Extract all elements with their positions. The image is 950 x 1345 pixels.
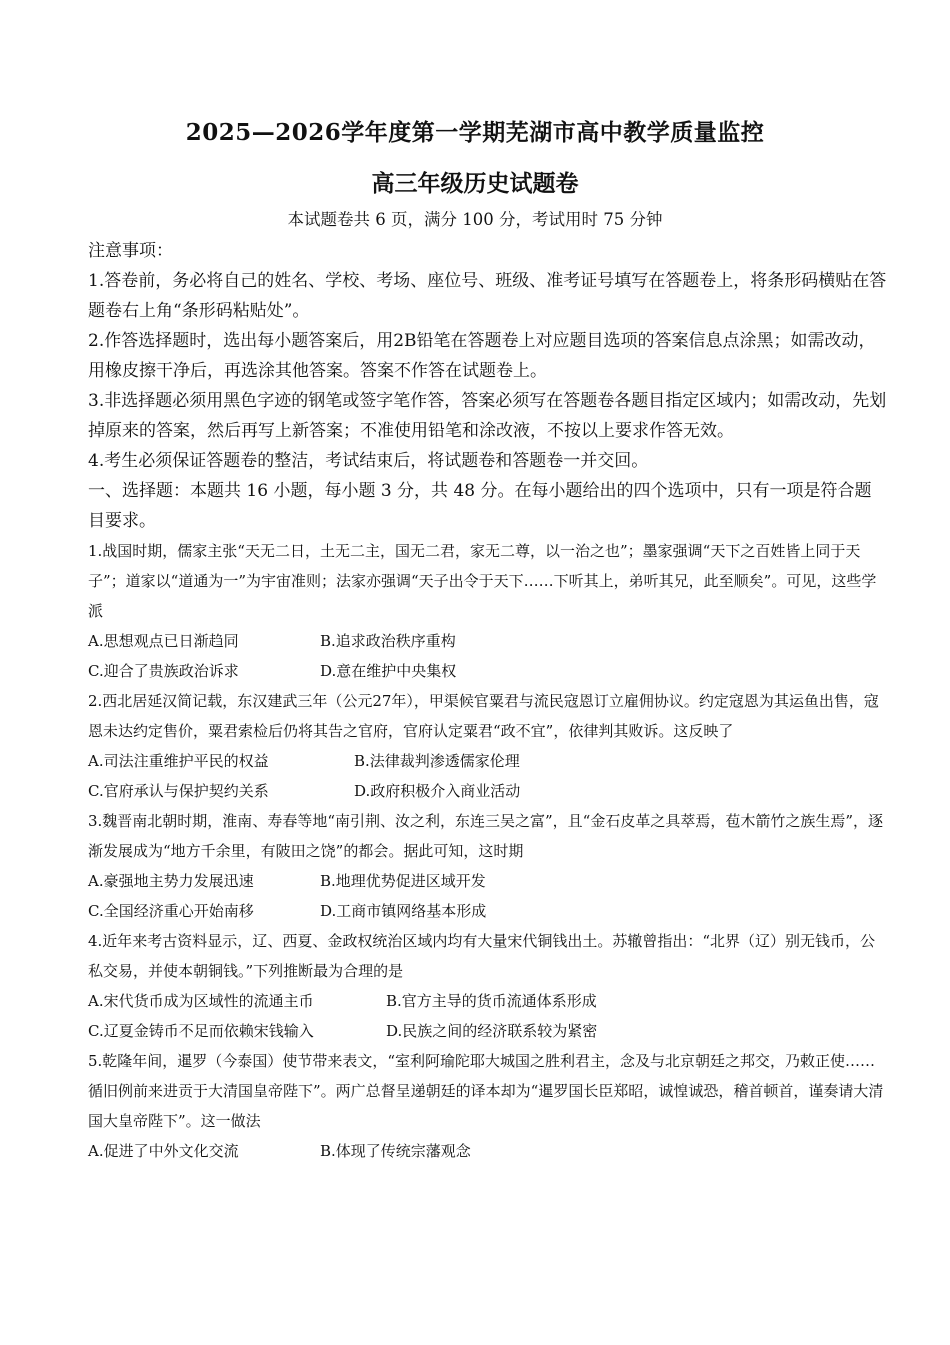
question-4-options-row-1	[88, 986, 888, 1016]
question-4-options-row-2	[88, 1016, 888, 1046]
question-3-option-c: C.全国经济重心开始南移	[88, 902, 254, 920]
question-5-options-row-1	[88, 1136, 888, 1166]
exam-info: 本试题卷共 6 页，满分 100 分，考试用时 75 分钟	[287, 210, 663, 229]
section-heading: 一、选择题：本题共 16 小题，每小题 3 分，共 48 分。在每小题给出的四个选项中，只有一项是符合题目要求。	[88, 481, 872, 531]
question-4-option-b: B.官方主导的货币流通体系形成	[386, 992, 597, 1010]
question-2-options-row-1	[88, 746, 888, 776]
question-1-option-d: D.意在维护中央集权	[320, 662, 457, 680]
question-3-option-b: B.地理优势促进区域开发	[320, 872, 486, 890]
question-4-option-c: C.辽夏金铸币不足而依赖宋钱输入	[88, 1022, 314, 1040]
question-3-options-row-1	[88, 866, 888, 896]
question-3-stem: 3.魏晋南北朝时期，淮南、寿春等地“南引荆、汝之利，东连三吴之富”，且“金石皮革之具萃焉，苞木箭竹之族生焉”，逐渐发展成为“地方千余里，有陂田之饶”的都会。据此可知，这时期	[88, 812, 883, 860]
exam-title: 2025—2026学年度第一学期芜湖市高中教学质量监控	[185, 119, 765, 146]
notice-heading: 注意事项：	[88, 241, 173, 261]
question-1-option-b: B.追求政治秩序重构	[320, 632, 456, 650]
question-2-option-b: B.法律裁判渗透儒家伦理	[354, 752, 520, 770]
question-3-options-row-2	[88, 896, 888, 926]
notice-item-3: 3.非选择题必须用黑色字迹的钢笔或签字笔作答，答案必须写在答题卷各题目指定区域内；如需改动，先划掉原来的答案，然后再写上新答案；不准使用铅笔和涂改液，不按以上要求作答无效。	[88, 391, 887, 441]
question-2-option-a: A.司法注重维护平民的权益	[88, 752, 269, 770]
question-4-option-a: A.宋代货币成为区域性的流通主币	[88, 992, 314, 1010]
notice-item-1: 1.答卷前，务必将自己的姓名、学校、考场、座位号、班级、准考证号填写在答题卷上，将条形码横贴在答题卷右上角“条形码粘贴处”。	[88, 271, 887, 321]
question-4-stem: 4.近年来考古资料显示，辽、西夏、金政权统治区域内均有大量宋代铜钱出土。苏辙曾指出：“北界（辽）别无钱币，公私交易，并使本朝铜钱。”下列推断最为合理的是	[88, 932, 875, 980]
question-2-options-row-2	[88, 776, 888, 806]
question-2-option-d: D.政府积极介入商业活动	[354, 782, 521, 800]
notice-item-2: 2.作答选择题时，选出每小题答案后，用2B铅笔在答题卷上对应题目选项的答案信息点涂黑；如需改动，用橡皮擦干净后，再选涂其他答案。答案不作答在试题卷上。	[88, 331, 876, 381]
question-5-option-a: A.促进了中外文化交流	[88, 1142, 239, 1160]
notice-item-4: 4.考生必须保证答题卷的整洁，考试结束后，将试题卷和答题卷一并交回。	[88, 451, 649, 471]
question-1-option-c: C.迎合了贵族政治诉求	[88, 662, 239, 680]
question-1-options-row-2	[88, 656, 888, 686]
question-3-option-a: A.豪强地主势力发展迅速	[88, 872, 254, 890]
exam-content	[88, 236, 888, 1166]
question-5-option-b: B.体现了传统宗藩观念	[320, 1142, 471, 1160]
exam-subtitle: 高三年级历史试题卷	[371, 170, 579, 197]
question-2-stem: 2.西北居延汉简记载，东汉建武三年（公元27年），甲渠候官粟君与流民寇恩订立雇佣协议。约定寇恩为其运鱼出售，寇恩未达约定售价，粟君索检后仍将其告之官府，官府认定粟君“政不宜”，依律判其败诉。这反映了	[88, 692, 879, 740]
question-2-option-c: C.官府承认与保护契约关系	[88, 782, 269, 800]
question-3-option-d: D.工商市镇网络基本形成	[320, 902, 487, 920]
question-4-option-d: D.民族之间的经济联系较为紧密	[386, 1022, 598, 1040]
question-1-option-a: A.思想观点已日渐趋同	[88, 632, 239, 650]
question-5-stem: 5.乾隆年间，暹罗（今泰国）使节带来表文，“室利阿瑜陀耶大城国之胜利君主，念及与北京朝廷之邦交，乃敕正使……循旧例前来进贡于大清国皇帝陛下”。两广总督呈递朝廷的译本却为“暹罗国长臣郑昭，诚惶诚恐，稽首顿首，谨奏请大清国大皇帝陛下”。这一做法	[88, 1052, 884, 1130]
question-1-options-row-1	[88, 626, 888, 656]
question-1-stem: 1.战国时期，儒家主张“天无二日，土无二主，国无二君，家无二尊，以一治之也”；墨家强调“天下之百姓皆上同于天子”；道家以“道通为一”为宇宙准则；法家亦强调“天子出令于天下……下听其上，弟听其兄，此至顺矣”。可见，这些学派	[88, 542, 877, 620]
